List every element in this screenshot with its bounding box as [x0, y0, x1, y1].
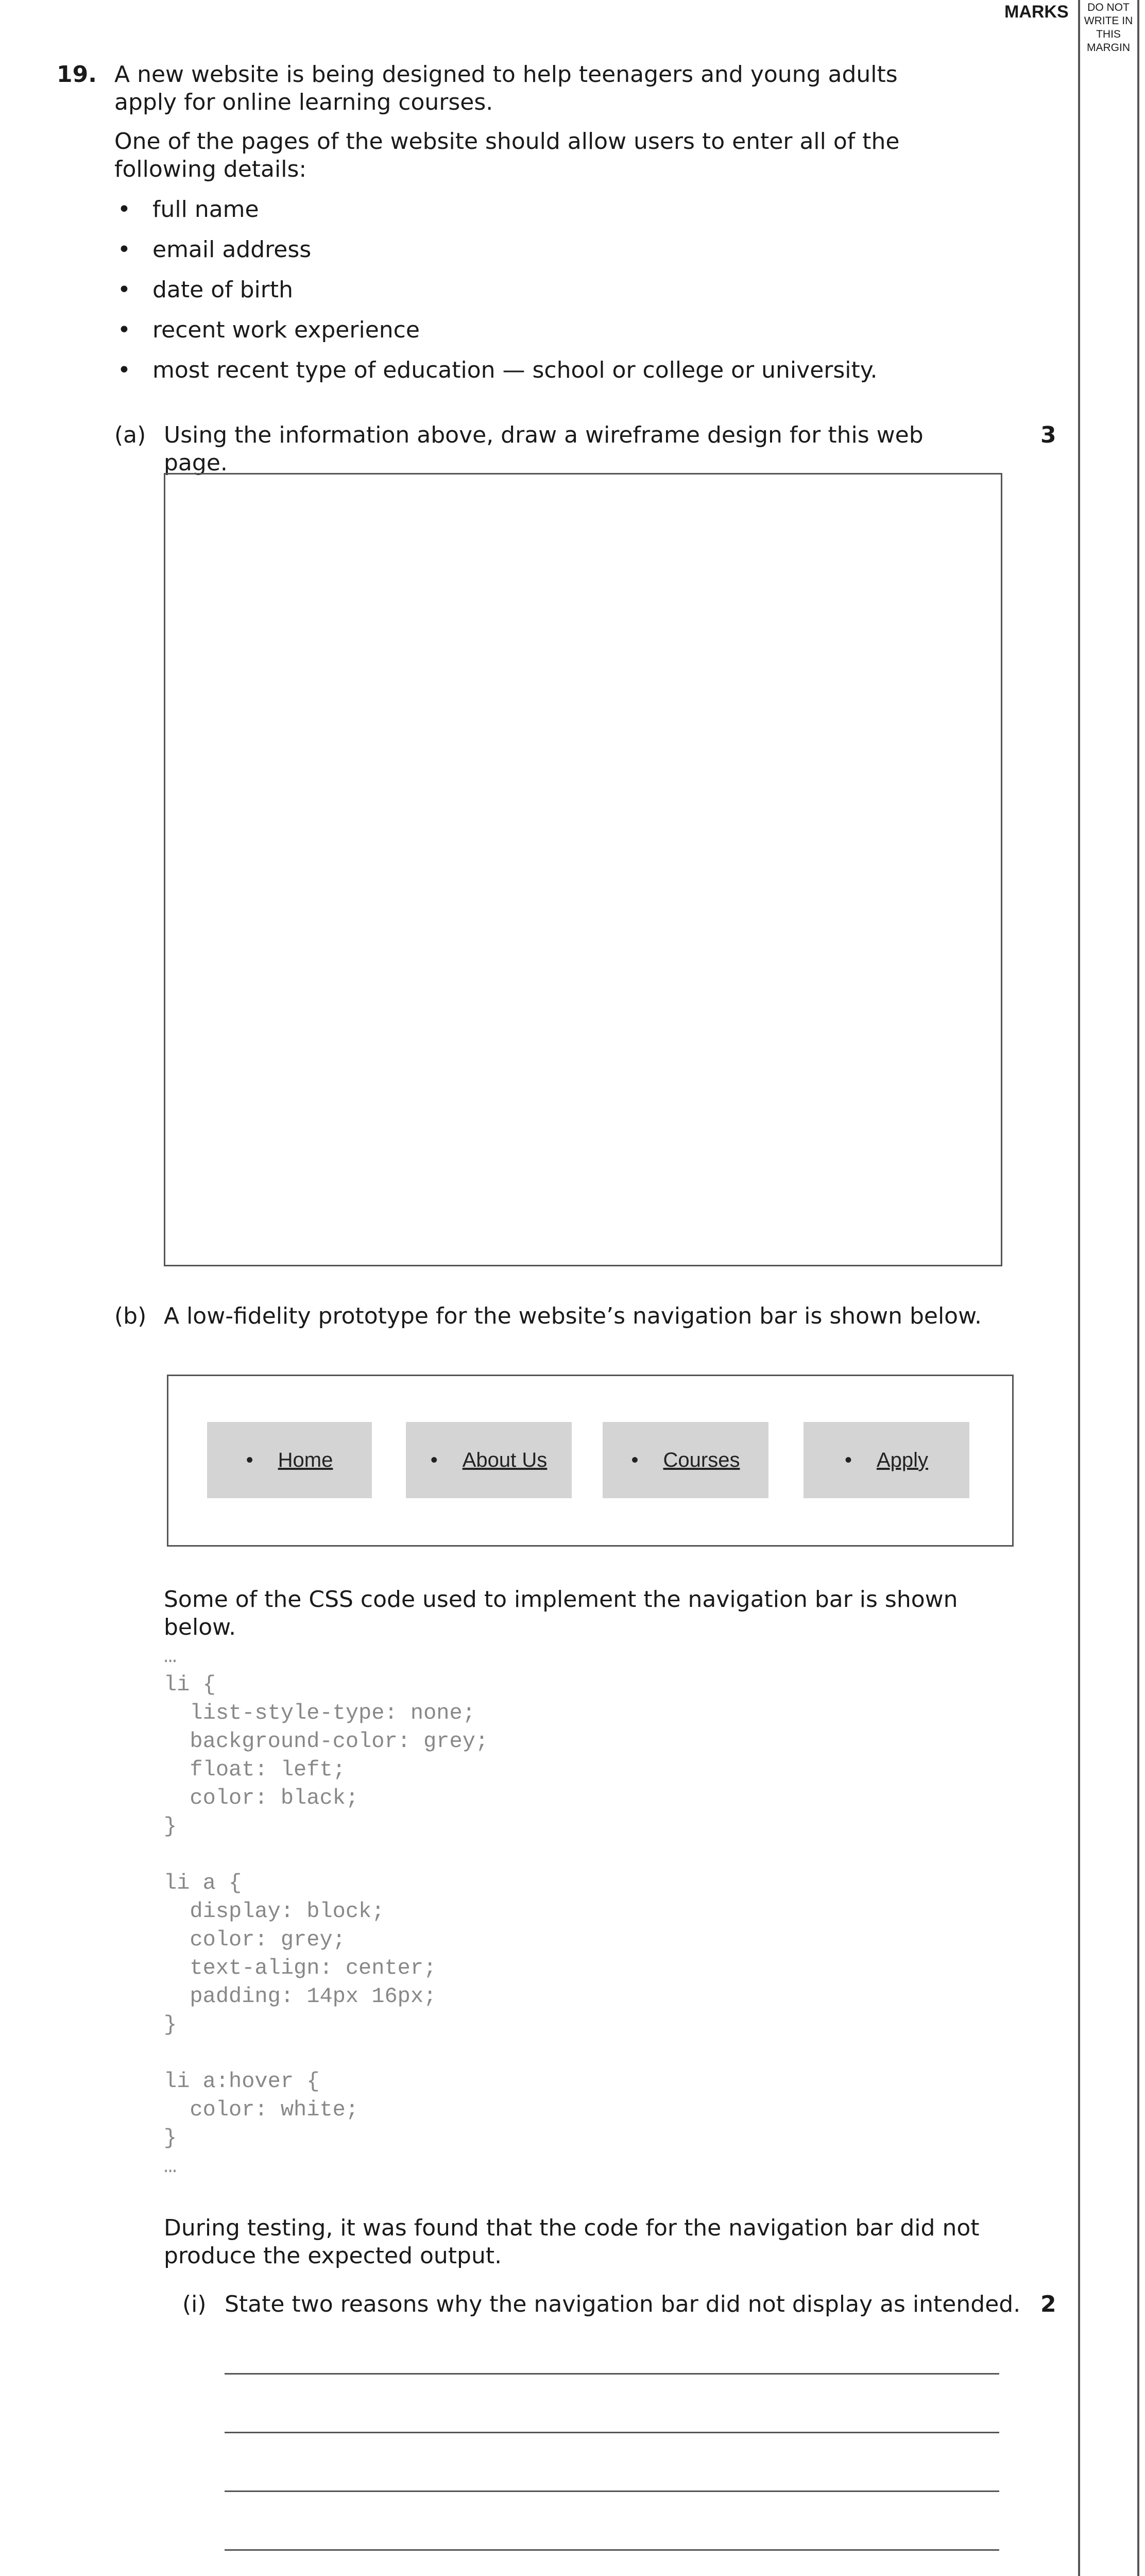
css-code-block: … li { list-style-type: none; background-color: grey; float: left; color: black; } li a { display: block; color: grey; text-align: center; padding: 14px 16px; } li a:hover { color: white; } …	[164, 1644, 489, 2179]
question-intro: A new website is being designed to help teenagers and young adults apply for online learning courses.	[114, 61, 898, 115]
part-b-text: A low-fidelity prototype for the website’s navigation bar is shown below.	[164, 1303, 982, 1329]
wireframe-answer-box[interactable]	[164, 473, 1002, 1266]
nav-item-apply[interactable]: • Apply	[804, 1422, 969, 1498]
question-number: 19.	[57, 61, 97, 88]
nav-item-courses[interactable]: • Courses	[603, 1422, 768, 1498]
css-intro: Some of the CSS code used to implement the navigation bar is shown below.	[164, 1586, 958, 1640]
margin-notice-top: DO NOT WRITE IN THIS MARGIN	[1084, 2, 1133, 54]
answer-line[interactable]	[225, 2373, 999, 2375]
list-item: • most recent type of education — school or college or university.	[117, 357, 878, 383]
list-item: • recent work experience	[117, 317, 420, 343]
list-item: • date of birth	[117, 277, 293, 303]
list-item: • email address	[117, 236, 312, 263]
list-item: • full name	[117, 196, 259, 223]
margin-line-right	[1137, 0, 1139, 2576]
part-b-i-label: (i)	[182, 2291, 207, 2317]
part-b-label: (b)	[114, 1303, 147, 1329]
part-b-i-marks: 2	[1040, 2291, 1056, 2317]
nav-item-home[interactable]: • Home	[207, 1422, 372, 1498]
requirements-list	[114, 196, 964, 397]
part-a-label: (a)	[114, 422, 146, 448]
answer-line[interactable]	[225, 2490, 999, 2492]
marks-header: MARKS	[1004, 2, 1069, 22]
part-a-marks: 3	[1040, 422, 1056, 448]
answer-line[interactable]	[225, 2549, 999, 2551]
nav-item-label: About Us	[462, 1448, 548, 1471]
answer-line[interactable]	[225, 2432, 999, 2433]
part-b-i-text: State two reasons why the navigation bar did not display as intended.	[225, 2291, 1021, 2317]
nav-item-label: Courses	[663, 1448, 740, 1471]
nav-item-label: Apply	[876, 1448, 929, 1471]
question-intro-2: One of the pages of the website should allow users to enter all of the following details:	[114, 128, 900, 182]
margin-line-left	[1078, 0, 1080, 2576]
nav-item-label: Home	[278, 1448, 333, 1471]
part-a-text: Using the information above, draw a wireframe design for this web page.	[164, 422, 924, 476]
nav-item-about-us[interactable]: • About Us	[406, 1422, 572, 1498]
testing-text: During testing, it was found that the code for the navigation bar did not produce the expected output.	[164, 2215, 980, 2269]
